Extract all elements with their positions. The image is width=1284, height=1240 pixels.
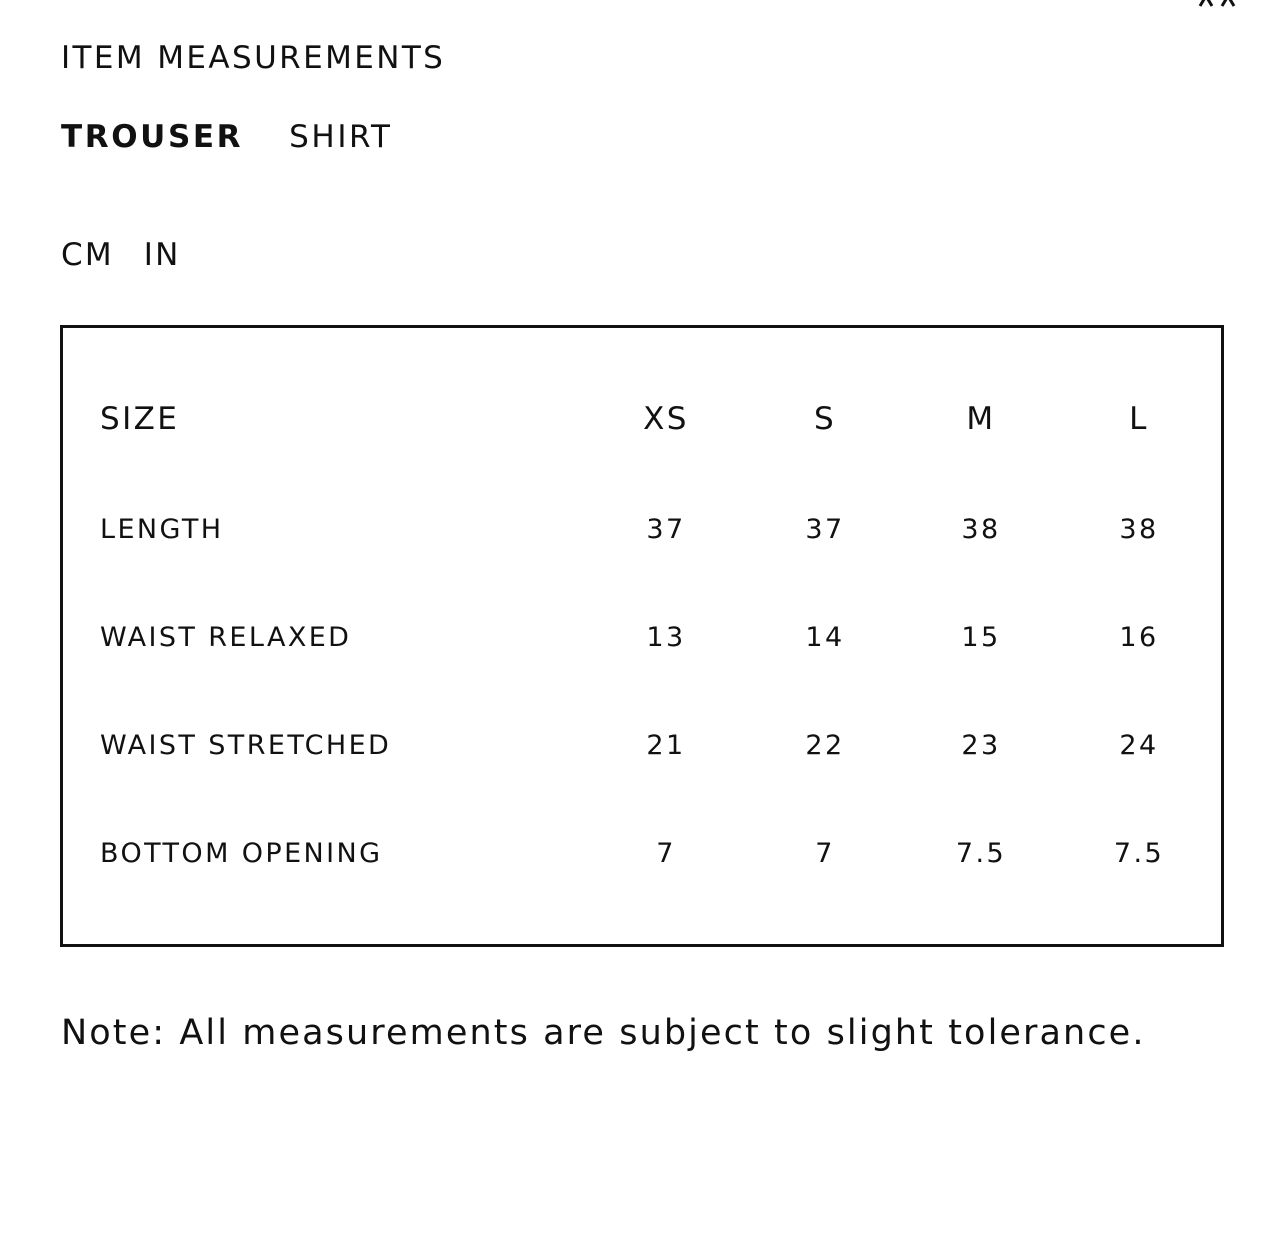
table-cell: 38 <box>1119 514 1159 545</box>
table-cell: 38 <box>961 514 1001 545</box>
tab-trouser[interactable]: TROUSER <box>61 119 244 155</box>
table-header-row <box>63 399 1221 439</box>
table-cell: 23 <box>961 730 1001 761</box>
table-row <box>63 834 1221 874</box>
table-row <box>63 618 1221 658</box>
table-cell: 7.5 <box>955 838 1007 869</box>
table-cell: 7 <box>815 838 835 869</box>
unit-in-button[interactable]: IN <box>143 237 181 273</box>
row-label: LENGTH <box>100 514 224 545</box>
row-label: WAIST STRETCHED <box>100 730 392 761</box>
header-size-m: M <box>966 401 996 437</box>
table-cell: 7 <box>656 838 676 869</box>
row-label: WAIST RELAXED <box>100 622 352 653</box>
garment-tabs <box>61 119 393 155</box>
table-cell: 15 <box>961 622 1001 653</box>
header-size-xs: XS <box>643 401 689 437</box>
table-cell: 7.5 <box>1113 838 1165 869</box>
header-size-label: SIZE <box>100 401 180 437</box>
tab-shirt[interactable]: SHIRT <box>289 119 393 155</box>
table-cell: 13 <box>646 622 686 653</box>
table-cell: 16 <box>1119 622 1159 653</box>
table-row <box>63 510 1221 550</box>
tolerance-note: Note: All measurements are subject to slight tolerance. <box>61 1013 1146 1053</box>
close-icon[interactable] <box>1192 0 1242 8</box>
header-size-l: L <box>1129 401 1149 437</box>
row-label: BOTTOM OPENING <box>100 838 383 869</box>
table-cell: 37 <box>646 514 686 545</box>
table-cell: 21 <box>646 730 686 761</box>
table-cell: 37 <box>805 514 845 545</box>
table-cell: 24 <box>1119 730 1159 761</box>
page-title: ITEM MEASUREMENTS <box>61 40 446 76</box>
size-table <box>60 325 1224 947</box>
unit-cm-button[interactable]: CM <box>61 237 114 273</box>
table-cell: 22 <box>805 730 845 761</box>
header-size-s: S <box>813 401 837 437</box>
unit-toggle <box>61 237 181 273</box>
table-cell: 14 <box>805 622 845 653</box>
table-row <box>63 726 1221 766</box>
